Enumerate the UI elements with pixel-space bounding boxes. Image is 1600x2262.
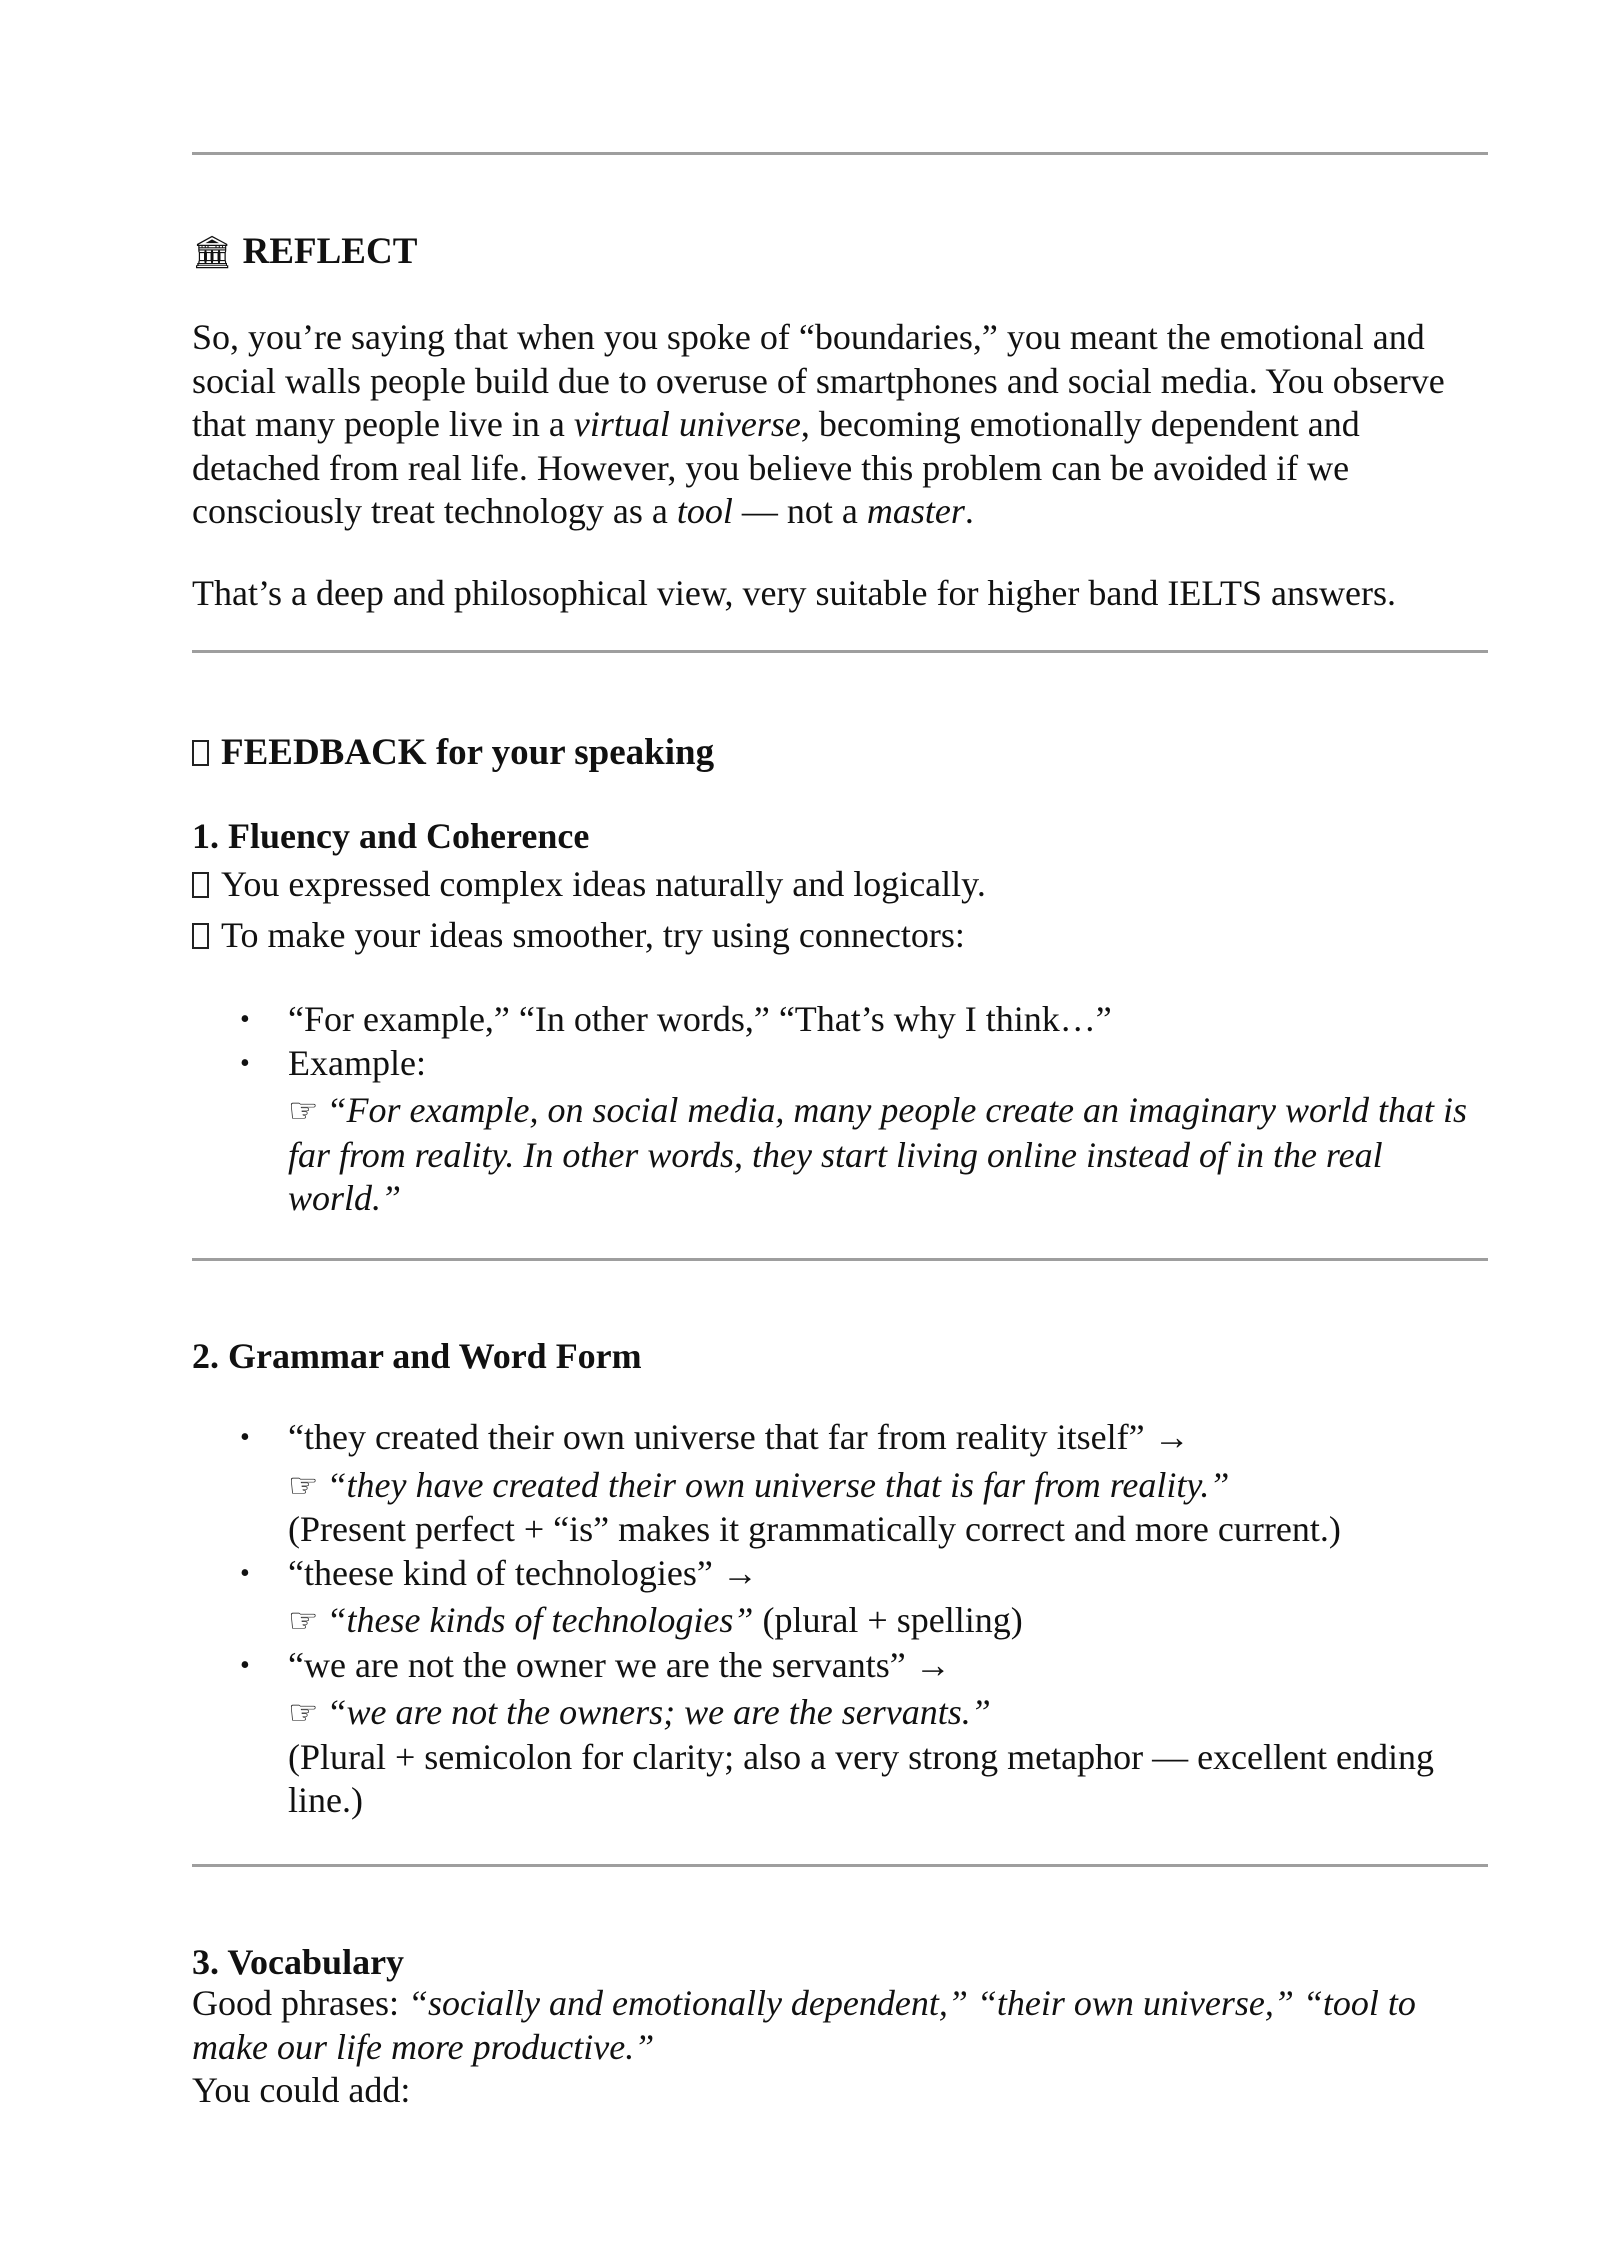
grammar-original: • “theese kind of technologies” →	[288, 1552, 758, 1593]
grammar-fix: “we are not the owners; we are the servants.”	[326, 1692, 991, 1732]
grammar-original: • “we are not the owner we are the servants” →	[288, 1644, 951, 1685]
fluency-line-2-text: To make your ideas smoother, try using connectors:	[221, 915, 965, 955]
list-item	[192, 1042, 1488, 1221]
missing-glyph-icon	[192, 872, 209, 898]
reflect-text-c: — not a	[732, 491, 867, 531]
fluency-line-1-text: You expressed complex ideas naturally and logically.	[221, 864, 986, 904]
reflect-text-a: So, you’re saying that when you spoke of “boundaries,” you meant the emotional and social walls people build due to overuse of smartphones and social media. You observe that many people live in a	[192, 317, 1445, 444]
reflect-italic-tool: tool	[676, 491, 733, 531]
pointing-hand-icon: ☞	[288, 1465, 319, 1506]
missing-glyph-icon	[192, 740, 209, 766]
vocabulary-heading: 3. Vocabulary	[192, 1942, 405, 1982]
feedback-title: FEEDBACK for your speaking	[221, 732, 715, 773]
list-item	[192, 1552, 1488, 1644]
vocabulary-lead: Good phrases:	[192, 1983, 408, 2023]
grammar-bullet-list	[192, 1416, 1488, 1823]
example-quote	[288, 1089, 1488, 1221]
reflect-text-b: , becoming emotionally dependent and detached from real life. However, you believe this problem can be avoided if we consciously treat technology as a	[192, 404, 1360, 531]
grammar-note: (Plural + semicolon for clarity; also a very strong metaphor — excellent ending line.)	[288, 1736, 1434, 1820]
pointing-hand-icon: ☞	[288, 1091, 319, 1131]
horizontal-rule	[192, 1864, 1488, 1867]
fluency-heading: 1. Fluency and Coherence	[192, 816, 590, 856]
grammar-correction	[288, 1464, 1488, 1509]
connectors-text: “For example,” “In other words,” “That’s why I think…”	[288, 999, 1112, 1039]
vocabulary-paragraph	[192, 1982, 1488, 2069]
horizontal-rule	[192, 1258, 1488, 1261]
missing-glyph-icon	[192, 923, 209, 949]
grammar-note: (plural + spelling)	[753, 1600, 1023, 1640]
grammar-fix: “these kinds of technologies”	[326, 1600, 754, 1640]
list-item	[192, 1644, 1488, 1823]
fluency-bullet-list	[192, 998, 1488, 1221]
reflect-heading	[192, 229, 417, 275]
reflect-italic-master: master	[866, 491, 965, 531]
horizontal-rule	[192, 152, 1488, 155]
list-item	[192, 998, 1488, 1042]
vocabulary-phrases: “socially and emotionally dependent,” “their own universe,” “tool to make our life more productive.”	[192, 1983, 1416, 2067]
horizontal-rule	[192, 650, 1488, 653]
reflect-text-d: .	[964, 491, 974, 531]
grammar-correction	[288, 1691, 1488, 1736]
grammar-note: (Present perfect + “is” makes it grammatically correct and more current.)	[288, 1509, 1341, 1549]
reflect-italic-virtual-universe: virtual universe	[573, 404, 801, 444]
reflect-title: REFLECT	[242, 231, 418, 272]
example-quote-text: “For example, on social media, many people create an imaginary world that is far from reality. In other words, they start living online instead of in the real world.”	[288, 1090, 1467, 1218]
fluency-line-1	[192, 863, 986, 907]
grammar-correction	[288, 1599, 1488, 1644]
pointing-hand-icon: ☞	[288, 1693, 319, 1733]
list-item	[192, 1416, 1488, 1552]
feedback-heading	[192, 730, 714, 776]
fluency-line-2	[192, 914, 965, 958]
grammar-fix: “they have created their own universe that is far from reality.”	[326, 1464, 1230, 1505]
grammar-heading: 2. Grammar and Word Form	[192, 1336, 642, 1376]
classical-building-icon: 🏛	[192, 233, 233, 271]
pointing-hand-icon: ☞	[288, 1601, 319, 1641]
grammar-original: • “they created their own universe that far from reality itself” →	[288, 1417, 1190, 1457]
vocabulary-add: You could add:	[192, 2070, 411, 2110]
example-label: • Example:	[288, 1042, 426, 1083]
reflect-paragraph	[192, 316, 1488, 534]
reflect-summary: That’s a deep and philosophical view, very suitable for higher band IELTS answers.	[192, 573, 1397, 613]
